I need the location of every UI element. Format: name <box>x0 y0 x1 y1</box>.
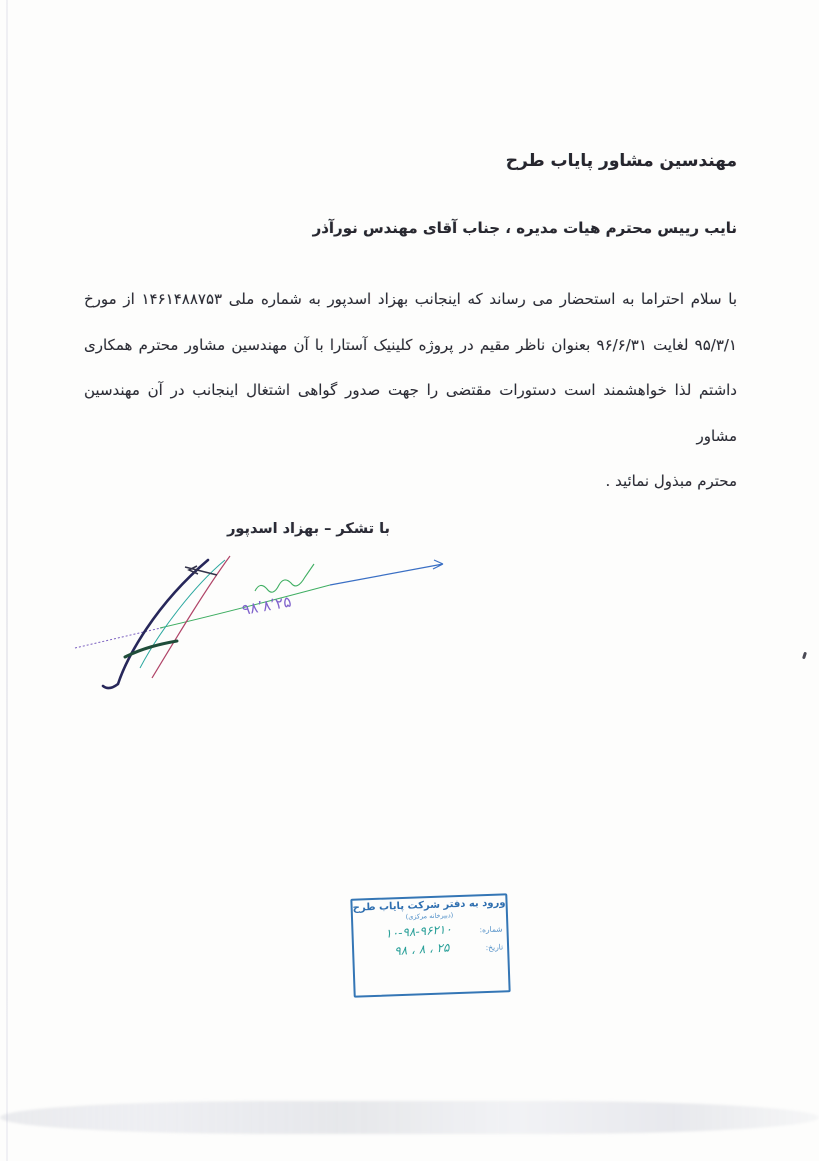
signature-stroke-purple-dashed <box>75 627 165 648</box>
signature-date-text: ۹۸٬۸٬۲۵ <box>240 592 293 619</box>
handwritten-signature <box>65 545 465 690</box>
signature-stroke-main-slash <box>103 560 208 688</box>
stamp-date-value: ۹۸ ، ۸ ، ۲۵ <box>393 940 450 959</box>
scan-edge-artifact <box>6 0 8 1161</box>
body-line-1: با سلام احتراما به استحضار می رساند که اینجانب بهزاد اسدپور به شماره ملی ۱۴۶۱۴۸۸۷۵۳ از مورخ <box>84 290 737 308</box>
body-line-4: محترم مبذول نمائید . <box>605 472 737 490</box>
scan-bottom-artifact <box>0 1101 819 1134</box>
stamp-title: ورود به دفتر شرکت پایاب طرح <box>352 897 506 914</box>
stamp-number-label: شماره: <box>479 923 503 934</box>
closing-signoff: با تشکر – بهزاد اسدپور <box>227 521 390 537</box>
letter-body <box>84 277 737 505</box>
addressee-line: نایب رییس محترم هیات مدیره ، جناب آقای مهندس نورآذر <box>312 219 737 237</box>
signature-stroke-blue-line <box>330 560 443 585</box>
stamp-date-label: تاریخ: <box>485 941 504 952</box>
stamp-date-row <box>354 939 507 958</box>
letterhead-company-name: مهندسین مشاور پایاب طرح <box>505 151 737 171</box>
body-line-2: ۹۵/۳/۱ لغایت ۹۶/۶/۳۱ بعنوان ناظر مقیم در پروژه کلینیک آستارا با آن مهندسین مشاور محترم همکاری <box>84 335 737 354</box>
ink-speck-artifact <box>802 652 807 660</box>
signature-green-scribble <box>255 564 314 592</box>
stamp-number-value: ۱۰-۹۸-۹۶۲۱۰ <box>384 922 453 941</box>
signature-stroke-teal <box>140 560 225 668</box>
body-line-3: داشتم لذا خواهشمند است دستورات مقتضی را جهت صدور گواهی اشتغال اینجانب در آن مهندسین مشاور <box>84 381 737 445</box>
stamp-subtitle: (دبیرخانه مرکزی) <box>405 911 454 921</box>
office-entry-stamp <box>350 893 510 997</box>
